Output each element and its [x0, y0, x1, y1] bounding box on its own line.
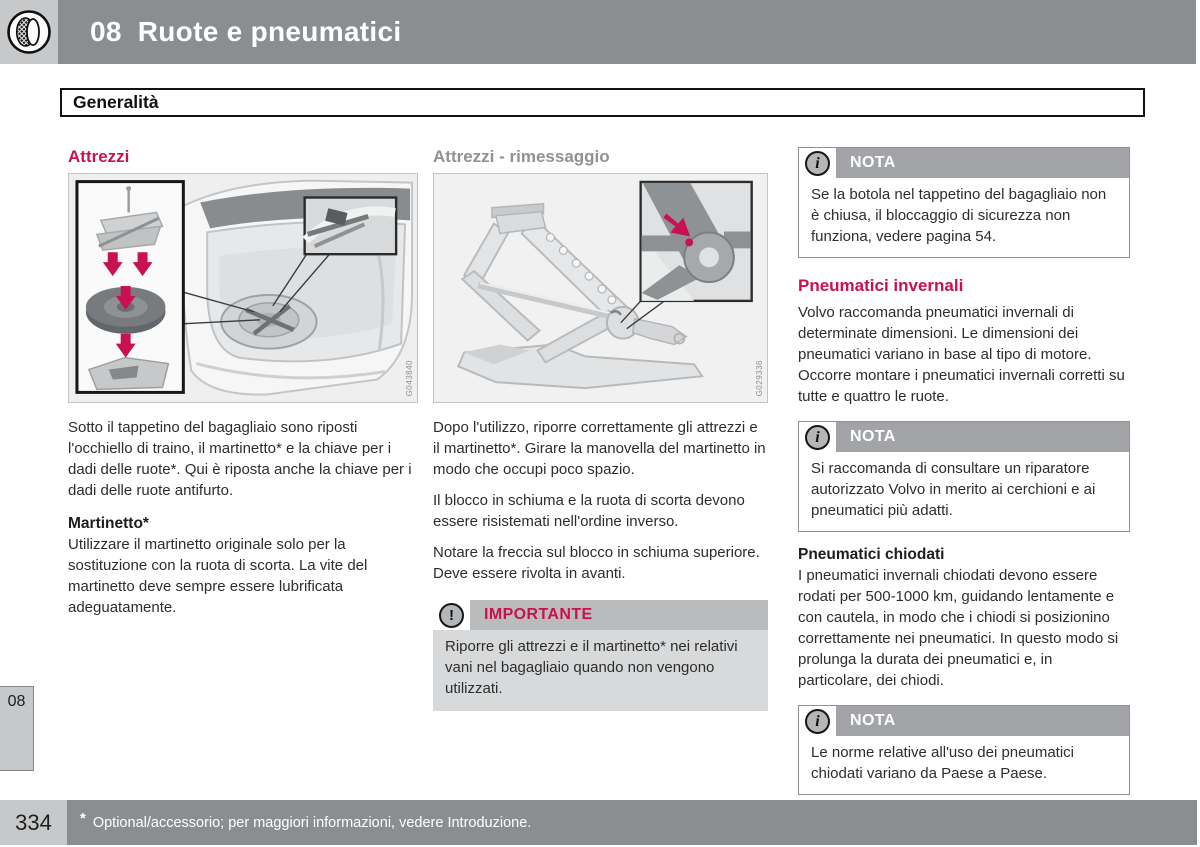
nota-box-riparatore — [798, 421, 1130, 532]
footnote-text: Optional/accessorio; per maggiori informazioni, vedere Introduzione. — [92, 814, 532, 831]
nota-text: Si raccomanda di consultare un riparatore autorizzato Volvo in merito ai cerchioni e ai pneumatici più adatti. — [811, 460, 1096, 519]
pneumatici-invernali-heading: Pneumatici invernali — [798, 276, 964, 295]
importante-header — [433, 600, 768, 630]
rimessaggio-heading: Attrezzi - rimessaggio — [433, 147, 610, 166]
exclamation-icon: ! — [433, 600, 470, 630]
paragraph: Notare la freccia sul blocco in schiuma superiore. Deve essere rivolta in avanti. — [433, 544, 760, 582]
chapter-header-bar — [58, 0, 1196, 64]
nota-label: NOTA — [836, 706, 1129, 736]
info-icon: i — [799, 148, 836, 178]
nota-label: NOTA — [836, 148, 1129, 178]
importante-label: IMPORTANTE — [470, 600, 768, 630]
paragraph: Utilizzare il martinetto originale solo per la sostituzione con la ruota di scorta. La vite del martinetto deve sempre essere lubrificata adeguatamente. — [68, 536, 368, 616]
section-title-box — [60, 88, 1145, 117]
importante-box — [433, 600, 768, 711]
footnote-bar — [67, 800, 1197, 845]
footnote-asterisk: * — [80, 810, 86, 827]
chapter-icon-box — [0, 0, 58, 64]
nota-box-botola — [798, 147, 1130, 258]
martinetto-subheading: Martinetto* — [68, 515, 149, 532]
column-attrezzi — [68, 147, 418, 628]
jack-figure — [433, 173, 768, 403]
figure-code: G043840 — [405, 359, 414, 396]
trunk-illustration — [69, 174, 417, 402]
pneumatici-chiodati-heading: Pneumatici chiodati — [798, 546, 945, 563]
column-attrezzi-rimessaggio — [433, 147, 768, 711]
paragraph: Il blocco in schiuma e la ruota di scorta devono essere risistemati nell'ordine inverso. — [433, 492, 745, 530]
importante-text: Riporre gli attrezzi e il martinetto* nei relativi vani nel bagagliaio quando non vengono utilizzati. — [445, 638, 738, 697]
paragraph: Volvo raccomanda pneumatici invernali di determinate dimensioni. Le dimensioni dei pneumatici variano in base al tipo di motore. Occorre montare i pneumatici invernali corretti su tutte e quattro le ruote. — [798, 304, 1125, 405]
paragraph: Sotto il tappetino del bagagliaio sono riposti l'occhiello di traino, il martinetto* e la chiave per i dadi delle ruote*. Qui è riposta anche la chiave per i dadi delle ruote antifurto. — [68, 419, 412, 499]
nota-label: NOTA — [836, 422, 1129, 452]
section-title: Generalità — [73, 92, 159, 112]
jack-illustration — [434, 174, 767, 402]
page-number: 334 — [0, 800, 67, 845]
chapter-number: 08 — [90, 16, 122, 47]
info-icon: i — [799, 706, 836, 736]
tire-icon — [6, 9, 52, 55]
chapter-title: Ruote e pneumatici — [137, 16, 402, 47]
attrezzi-heading: Attrezzi — [68, 147, 130, 166]
nota-header — [799, 422, 1129, 452]
chapter-side-tab: 08 — [0, 686, 34, 771]
paragraph: Dopo l'utilizzo, riporre correttamente gli attrezzi e il martinetto*. Girare la manovella del martinetto in modo che occupi poco spazio. — [433, 419, 766, 478]
column-pneumatici — [798, 147, 1130, 795]
nota-header — [799, 706, 1129, 736]
nota-text: Le norme relative all'uso dei pneumatici chiodati variano da Paese a Paese. — [811, 744, 1075, 782]
trunk-tools-figure — [68, 173, 418, 403]
info-icon: i — [799, 422, 836, 452]
nota-header — [799, 148, 1129, 178]
nota-text: Se la botola nel tappetino del bagagliaio non è chiusa, il bloccaggio di sicurezza non funziona, vedere pagina 54. — [811, 186, 1107, 245]
nota-box-norme — [798, 705, 1130, 795]
figure-code: G029336 — [755, 359, 764, 396]
paragraph: I pneumatici invernali chiodati devono essere rodati per 500-1000 km, guidando lentamente e con cautela, in modo che i chiodi si posizionino correttamente nei pneumatici. In questo modo si prolunga la durata dei pneumatici e, in particolare, dei chiodi. — [798, 567, 1119, 689]
